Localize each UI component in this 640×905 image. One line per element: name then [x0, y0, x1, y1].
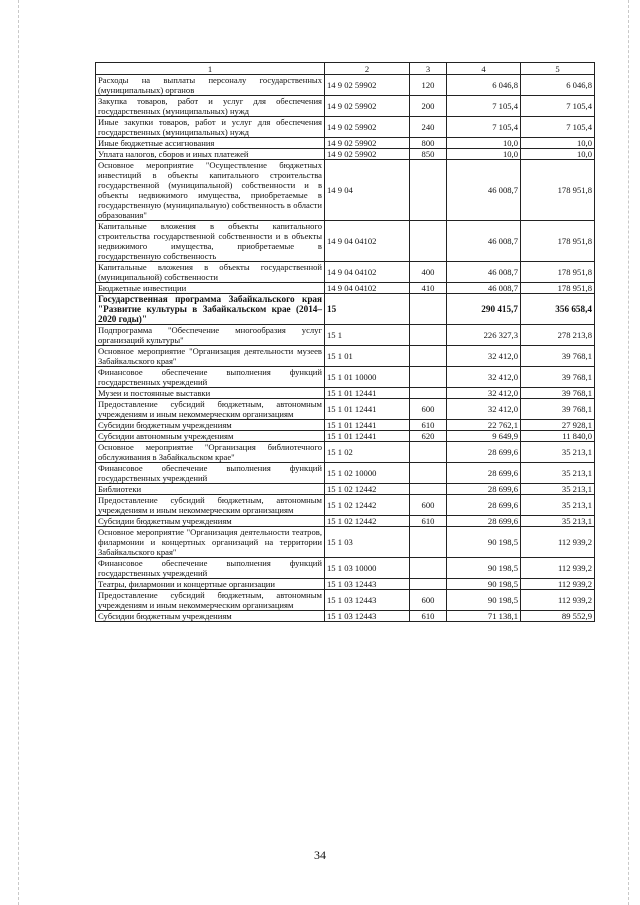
- row-expense-type-cell: [410, 484, 447, 495]
- row-value-col5-cell: 356 658,4: [521, 294, 595, 325]
- table-row: [96, 590, 595, 611]
- row-code-cell: 14 9 02 59902: [325, 75, 410, 96]
- row-code-cell: 15 1 01 12441: [325, 431, 410, 442]
- row-name-cell: Основное мероприятие "Осуществление бюджетных инвестиций в объекты капитального строительства государственной (муниципальной) собственности и в объекты недвижимого имущества, приобретаемые в государственную (муниципальную) собственность в области образования": [96, 160, 325, 221]
- row-value-col5-cell: 35 213,1: [521, 463, 595, 484]
- row-name-cell: Уплата налогов, сборов и иных платежей: [96, 149, 325, 160]
- row-code-cell: 15 1 03 12443: [325, 611, 410, 622]
- row-value-col5-cell: 35 213,1: [521, 484, 595, 495]
- row-code-cell: 15 1 02 12442: [325, 484, 410, 495]
- row-code-cell: 15 1 02 12442: [325, 516, 410, 527]
- row-value-col4-cell: 28 699,6: [447, 516, 521, 527]
- row-code-cell: 14 9 02 59902: [325, 96, 410, 117]
- row-name-cell: Иные бюджетные ассигнования: [96, 138, 325, 149]
- row-value-col4-cell: 10,0: [447, 149, 521, 160]
- table-row: [96, 117, 595, 138]
- row-value-col5-cell: 35 213,1: [521, 495, 595, 516]
- row-name-cell: Капитальные вложения в объекты государственной (муниципальной) собственности: [96, 262, 325, 283]
- row-expense-type-cell: [410, 160, 447, 221]
- row-code-cell: 15 1 01 12441: [325, 420, 410, 431]
- row-value-col4-cell: 71 138,1: [447, 611, 521, 622]
- row-name-cell: Финансовое обеспечение выполнения функций государственных учреждений: [96, 463, 325, 484]
- row-value-col5-cell: 178 951,8: [521, 283, 595, 294]
- row-value-col5-cell: 35 213,1: [521, 516, 595, 527]
- row-value-col5-cell: 112 939,2: [521, 590, 595, 611]
- row-expense-type-cell: [410, 221, 447, 262]
- row-value-col4-cell: 32 412,0: [447, 388, 521, 399]
- row-expense-type-cell: [410, 346, 447, 367]
- row-value-col4-cell: 7 105,4: [447, 117, 521, 138]
- row-value-col4-cell: 46 008,7: [447, 262, 521, 283]
- row-expense-type-cell: 400: [410, 262, 447, 283]
- table-row: [96, 262, 595, 283]
- row-value-col5-cell: 7 105,4: [521, 96, 595, 117]
- row-name-cell: Предоставление субсидий бюджетным, автономным учреждениям и иным некоммерческим организациям: [96, 590, 325, 611]
- row-code-cell: 15 1 01 10000: [325, 367, 410, 388]
- row-expense-type-cell: 120: [410, 75, 447, 96]
- row-expense-type-cell: 600: [410, 495, 447, 516]
- row-code-cell: 14 9 04: [325, 160, 410, 221]
- col-header-2: 2: [325, 63, 410, 75]
- table-row: [96, 484, 595, 495]
- budget-table: [95, 62, 595, 622]
- row-value-col5-cell: 178 951,8: [521, 262, 595, 283]
- row-name-cell: Иные закупки товаров, работ и услуг для обеспечения государственных (муниципальных) нужд: [96, 117, 325, 138]
- row-value-col5-cell: 89 552,9: [521, 611, 595, 622]
- row-value-col4-cell: 28 699,6: [447, 495, 521, 516]
- scan-edge-left: [18, 0, 19, 905]
- row-value-col4-cell: 226 327,3: [447, 325, 521, 346]
- row-expense-type-cell: 410: [410, 283, 447, 294]
- table-row: [96, 283, 595, 294]
- table-row: [96, 527, 595, 558]
- row-name-cell: Субсидии бюджетным учреждениям: [96, 516, 325, 527]
- row-value-col4-cell: 46 008,7: [447, 160, 521, 221]
- row-expense-type-cell: 610: [410, 611, 447, 622]
- row-value-col4-cell: 46 008,7: [447, 283, 521, 294]
- row-name-cell: Финансовое обеспечение выполнения функций государственных учреждений: [96, 367, 325, 388]
- row-value-col4-cell: 7 105,4: [447, 96, 521, 117]
- row-value-col5-cell: 178 951,8: [521, 221, 595, 262]
- row-name-cell: Основное мероприятие "Организация деятельности музеев Забайкальского края": [96, 346, 325, 367]
- row-value-col4-cell: 9 649,9: [447, 431, 521, 442]
- row-expense-type-cell: [410, 325, 447, 346]
- row-value-col4-cell: 6 046,8: [447, 75, 521, 96]
- table-row: [96, 516, 595, 527]
- row-name-cell: Капитальные вложения в объекты капитального строительства государственной собственности и в объекты недвижимого имущества, приобретаемые в государственную собственность: [96, 221, 325, 262]
- row-name-cell: Государственная программа Забайкальского края "Развитие культуры в Забайкальском крае (2014–2020 годы)": [96, 294, 325, 325]
- row-value-col4-cell: 90 198,5: [447, 558, 521, 579]
- table-row: [96, 294, 595, 325]
- scan-edge-right: [628, 0, 629, 905]
- row-code-cell: 14 9 02 59902: [325, 138, 410, 149]
- row-expense-type-cell: 610: [410, 516, 447, 527]
- row-code-cell: 15 1 02 10000: [325, 463, 410, 484]
- table-row: [96, 346, 595, 367]
- row-value-col4-cell: 10,0: [447, 138, 521, 149]
- row-expense-type-cell: [410, 527, 447, 558]
- row-code-cell: 15 1 01 12441: [325, 399, 410, 420]
- row-expense-type-cell: 200: [410, 96, 447, 117]
- table-row: [96, 611, 595, 622]
- row-value-col5-cell: 112 939,2: [521, 558, 595, 579]
- row-value-col5-cell: 11 840,0: [521, 431, 595, 442]
- col-header-1: 1: [96, 63, 325, 75]
- table-row: [96, 160, 595, 221]
- table-row: [96, 442, 595, 463]
- row-value-col5-cell: 6 046,8: [521, 75, 595, 96]
- row-name-cell: Основное мероприятие "Организация библиотечного обслуживания в Забайкальском крае": [96, 442, 325, 463]
- table-row: [96, 96, 595, 117]
- col-header-5: 5: [521, 63, 595, 75]
- table-row: [96, 149, 595, 160]
- row-expense-type-cell: [410, 388, 447, 399]
- row-expense-type-cell: [410, 579, 447, 590]
- row-value-col5-cell: 35 213,1: [521, 442, 595, 463]
- row-code-cell: 15 1 02: [325, 442, 410, 463]
- table-header-row: [96, 63, 595, 75]
- col-header-3: 3: [410, 63, 447, 75]
- row-value-col5-cell: 112 939,2: [521, 579, 595, 590]
- row-name-cell: Субсидии автономным учреждениям: [96, 431, 325, 442]
- row-expense-type-cell: 600: [410, 590, 447, 611]
- row-name-cell: Предоставление субсидий бюджетным, автономным учреждениям и иным некоммерческим организациям: [96, 399, 325, 420]
- table-row: [96, 325, 595, 346]
- row-name-cell: Библиотеки: [96, 484, 325, 495]
- row-value-col5-cell: 39 768,1: [521, 388, 595, 399]
- row-expense-type-cell: 240: [410, 117, 447, 138]
- row-name-cell: Подпрограмма "Обеспечение многообразия услуг организаций культуры": [96, 325, 325, 346]
- row-expense-type-cell: 610: [410, 420, 447, 431]
- row-value-col4-cell: 90 198,5: [447, 527, 521, 558]
- row-value-col4-cell: 32 412,0: [447, 367, 521, 388]
- table-row: [96, 431, 595, 442]
- table-row: [96, 463, 595, 484]
- row-value-col4-cell: 28 699,6: [447, 484, 521, 495]
- row-code-cell: 15 1 01 12441: [325, 388, 410, 399]
- row-value-col4-cell: 90 198,5: [447, 590, 521, 611]
- table-row: [96, 138, 595, 149]
- row-value-col5-cell: 27 928,1: [521, 420, 595, 431]
- row-name-cell: Закупка товаров, работ и услуг для обеспечения государственных (муниципальных) нужд: [96, 96, 325, 117]
- row-name-cell: Финансовое обеспечение выполнения функций государственных учреждений: [96, 558, 325, 579]
- row-expense-type-cell: 620: [410, 431, 447, 442]
- row-code-cell: 14 9 02 59902: [325, 149, 410, 160]
- row-value-col4-cell: 28 699,6: [447, 463, 521, 484]
- table-row: [96, 221, 595, 262]
- row-code-cell: 15 1 03 12443: [325, 590, 410, 611]
- row-value-col5-cell: 112 939,2: [521, 527, 595, 558]
- row-expense-type-cell: [410, 442, 447, 463]
- row-value-col4-cell: 90 198,5: [447, 579, 521, 590]
- table-row: [96, 75, 595, 96]
- row-code-cell: 15 1 03 12443: [325, 579, 410, 590]
- row-expense-type-cell: 600: [410, 399, 447, 420]
- row-value-col5-cell: 10,0: [521, 138, 595, 149]
- row-value-col4-cell: 46 008,7: [447, 221, 521, 262]
- row-code-cell: 15 1 02 12442: [325, 495, 410, 516]
- row-code-cell: 15 1 03: [325, 527, 410, 558]
- row-code-cell: 14 9 04 04102: [325, 221, 410, 262]
- row-name-cell: Субсидии бюджетным учреждениям: [96, 420, 325, 431]
- row-value-col5-cell: 39 768,1: [521, 399, 595, 420]
- row-expense-type-cell: 850: [410, 149, 447, 160]
- row-name-cell: Предоставление субсидий бюджетным, автономным учреждениям и иным некоммерческим организациям: [96, 495, 325, 516]
- row-expense-type-cell: [410, 294, 447, 325]
- table-row: [96, 388, 595, 399]
- row-name-cell: Основное мероприятие "Организация деятельности театров, филармонии и концертных организаций на территории Забайкальского края": [96, 527, 325, 558]
- row-expense-type-cell: [410, 463, 447, 484]
- row-value-col4-cell: 28 699,6: [447, 442, 521, 463]
- row-value-col4-cell: 32 412,0: [447, 399, 521, 420]
- row-name-cell: Театры, филармонии и концертные организации: [96, 579, 325, 590]
- table-row: [96, 420, 595, 431]
- table-row: [96, 367, 595, 388]
- row-code-cell: 15 1 03 10000: [325, 558, 410, 579]
- row-expense-type-cell: [410, 558, 447, 579]
- row-code-cell: 14 9 04 04102: [325, 283, 410, 294]
- row-value-col5-cell: 7 105,4: [521, 117, 595, 138]
- row-name-cell: Музеи и постоянные выставки: [96, 388, 325, 399]
- row-code-cell: 14 9 04 04102: [325, 262, 410, 283]
- row-value-col5-cell: 39 768,1: [521, 367, 595, 388]
- table-body: [96, 75, 595, 622]
- table-row: [96, 558, 595, 579]
- row-code-cell: 15 1: [325, 325, 410, 346]
- table-row: [96, 579, 595, 590]
- row-name-cell: Расходы на выплаты персоналу государственных (муниципальных) органов: [96, 75, 325, 96]
- row-value-col4-cell: 290 415,7: [447, 294, 521, 325]
- col-header-4: 4: [447, 63, 521, 75]
- row-name-cell: Субсидии бюджетным учреждениям: [96, 611, 325, 622]
- table-row: [96, 399, 595, 420]
- table-row: [96, 495, 595, 516]
- row-value-col4-cell: 22 762,1: [447, 420, 521, 431]
- row-value-col4-cell: 32 412,0: [447, 346, 521, 367]
- row-expense-type-cell: [410, 367, 447, 388]
- row-name-cell: Бюджетные инвестиции: [96, 283, 325, 294]
- row-expense-type-cell: 800: [410, 138, 447, 149]
- row-code-cell: 15 1 01: [325, 346, 410, 367]
- row-value-col5-cell: 178 951,8: [521, 160, 595, 221]
- row-value-col5-cell: 10,0: [521, 149, 595, 160]
- row-value-col5-cell: 39 768,1: [521, 346, 595, 367]
- row-code-cell: 15: [325, 294, 410, 325]
- page-number: 34: [314, 848, 326, 862]
- row-value-col5-cell: 278 213,8: [521, 325, 595, 346]
- row-code-cell: 14 9 02 59902: [325, 117, 410, 138]
